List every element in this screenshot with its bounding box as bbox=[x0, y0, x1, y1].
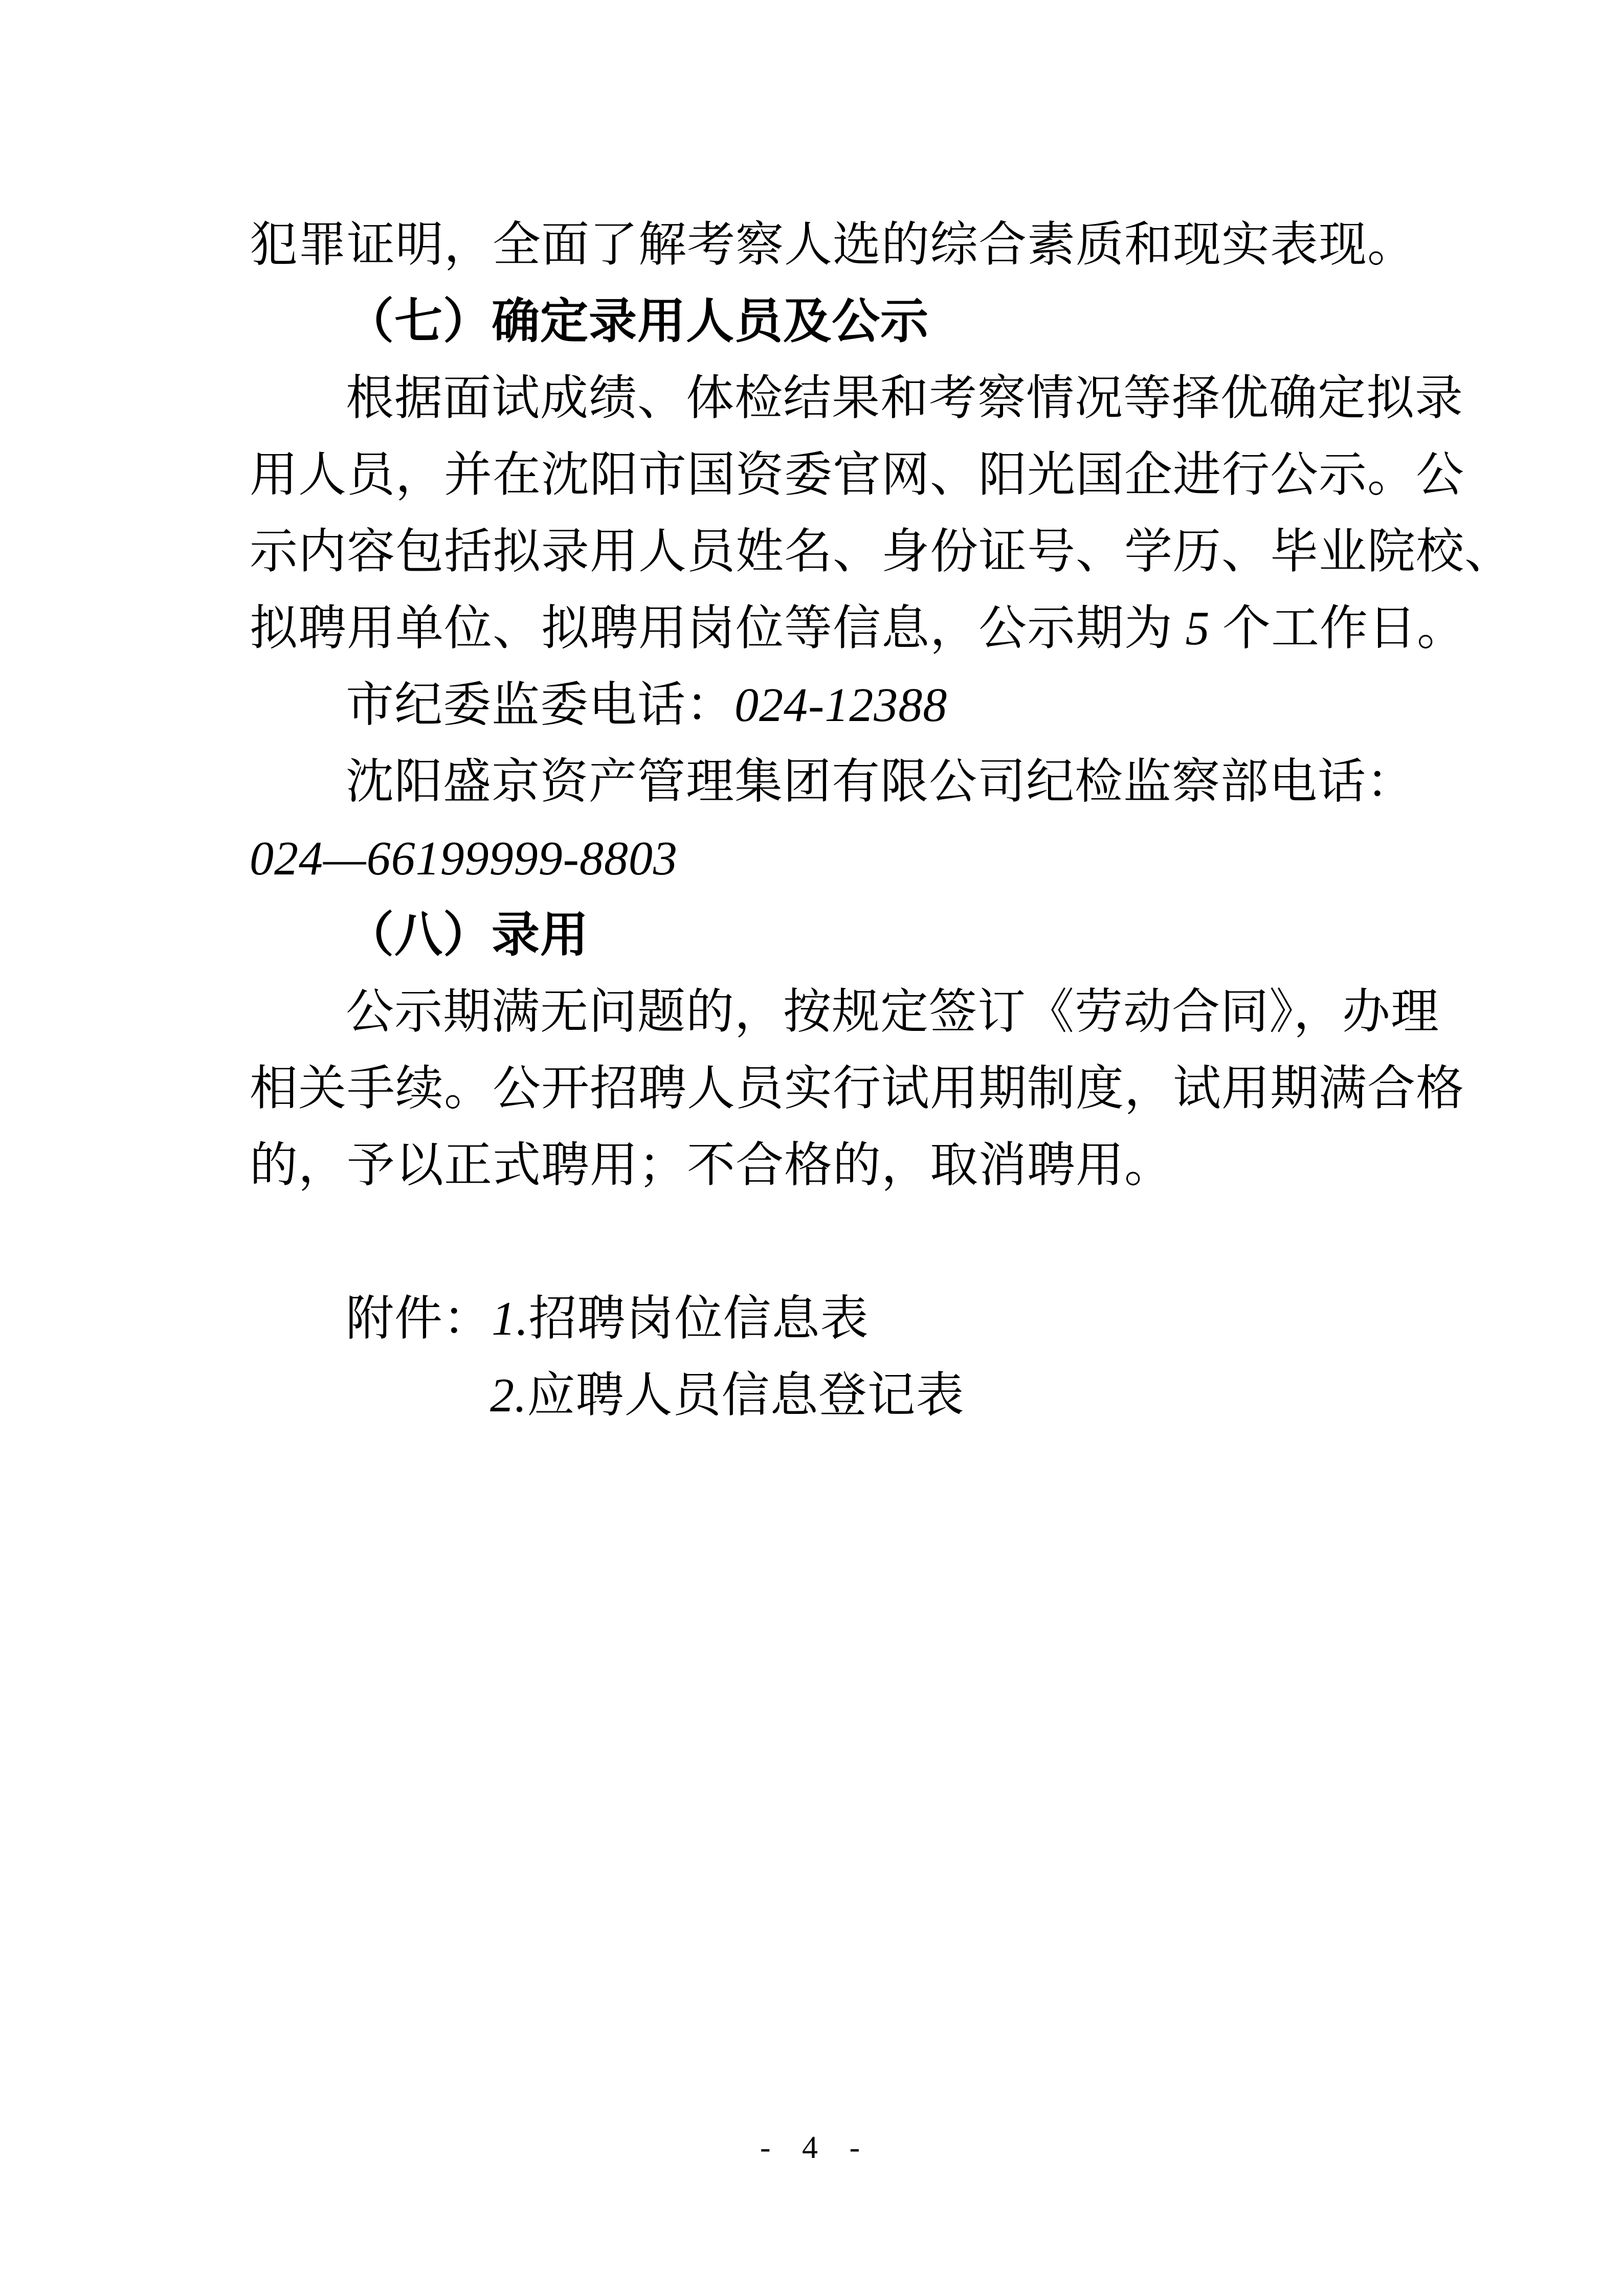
text-line: 根据面试成绩、体检结果和考察情况等择优确定拟录 bbox=[346, 372, 1464, 425]
section-heading: （七）确定录用人员及公示 bbox=[346, 295, 929, 348]
document-body bbox=[250, 207, 1528, 1434]
text-line: 用人员，并在沈阳市国资委官网、阳光国企进行公示。公 bbox=[250, 448, 1465, 502]
page-number: - 4 - bbox=[760, 2130, 864, 2165]
text-line: 市纪委监委电话：024-12388 bbox=[346, 679, 948, 732]
text-line: 024—66199999-8803 bbox=[250, 832, 678, 885]
text-line: 沈阳盛京资产管理集团有限公司纪检监察部电话： bbox=[346, 755, 1415, 808]
text-line: 的，予以正式聘用；不合格的，取消聘用。 bbox=[250, 1139, 1173, 1192]
page-footer bbox=[0, 2127, 1624, 2168]
text-line: 2.应聘人员信息登记表 bbox=[490, 1369, 965, 1422]
text-line: 附件：1.招聘岗位信息表 bbox=[346, 1292, 869, 1345]
section-heading: （八）录用 bbox=[346, 909, 589, 962]
blank-line bbox=[250, 1204, 1528, 1280]
text-line: 拟聘用单位、拟聘用岗位等信息，公示期为 5 个工作日。 bbox=[250, 602, 1466, 655]
text-line: 示内容包括拟录用人员姓名、身份证号、学历、毕业院校、 bbox=[250, 525, 1514, 578]
text-line: 公示期满无问题的，按规定签订《劳动合同》，办理 bbox=[346, 985, 1440, 1039]
text-line: 犯罪证明，全面了解考察人选的综合素质和现实表现。 bbox=[250, 218, 1416, 272]
text-line: 相关手续。公开招聘人员实行试用期制度，试用期满合格 bbox=[250, 1062, 1465, 1115]
